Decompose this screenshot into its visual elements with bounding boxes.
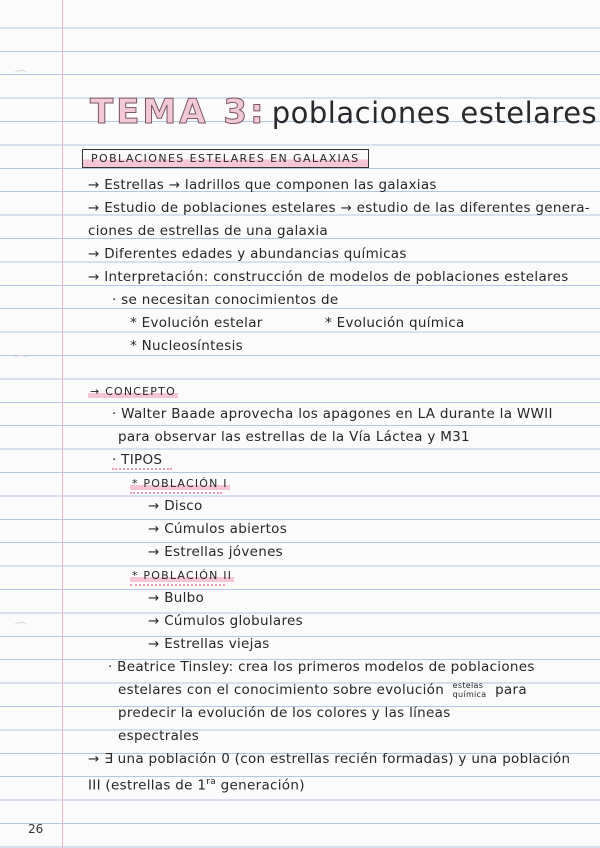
note-line: → Estudio de poblaciones estelares → estudio de las diferentes genera-: [88, 200, 590, 216]
stack-top: estelas: [452, 681, 484, 690]
note-line: espectrales: [118, 728, 200, 744]
stack-bottom: química: [452, 690, 487, 699]
note-line: → Interpretación: construcción de modelos de poblaciones estelares: [88, 269, 569, 285]
note-line: * Evolución química: [325, 315, 465, 331]
note-line: III (estrellas de $1^{ra}$ generación): [88, 777, 305, 794]
page-title: [90, 84, 597, 146]
title-tema: TEMA 3:: [90, 92, 267, 132]
population-two-heading: * POBLACIÓN II: [132, 569, 233, 582]
note-line: → Bulbo: [148, 590, 205, 606]
note-line: * Evolución estelar: [130, 315, 263, 331]
note-line: → ∃ una población 0 (con estrellas recién formadas) y una población: [88, 751, 571, 767]
note-line: estelares con el conocimiento sobre evolución estelas química para: [118, 681, 527, 699]
note-line: → Diferentes edades y abundancias químicas: [88, 246, 407, 262]
margin-line: [62, 0, 63, 848]
binder-hole-mark: [14, 355, 28, 362]
title-rest: poblaciones estelares: [271, 96, 598, 130]
note-line: → Estrellas → ladrillos que componen las galaxias: [88, 177, 437, 193]
note-line: predecir la evolución de los colores y las líneas: [118, 705, 451, 721]
note-line: → Estrellas viejas: [148, 636, 270, 652]
dotted-underline: [130, 492, 222, 494]
binder-hole-mark: [14, 622, 28, 629]
superscript: ra: [206, 777, 217, 787]
note-line: para observar las estrellas de la Vía Láctea y M31: [118, 429, 470, 445]
population-one-heading: * POBLACIÓN I: [132, 477, 228, 490]
note-line: → Estrellas jóvenes: [148, 544, 284, 560]
note-line: · Walter Baade aprovecha los apagones en LA durante la WWII: [112, 406, 553, 422]
types-heading: · TIPOS: [112, 452, 163, 468]
dotted-underline: [112, 468, 172, 470]
section-heading: POBLACIONES ESTELARES EN GALAXIAS: [82, 149, 369, 168]
concept-heading: → CONCEPTO: [90, 385, 176, 398]
note-line: → Disco: [148, 498, 203, 514]
dotted-underline: [130, 584, 225, 586]
page-number: 26: [28, 822, 44, 836]
note-line: ciones de estrellas de una galaxia: [88, 223, 328, 239]
note-line: → Cúmulos abiertos: [148, 521, 288, 537]
note-line: · Beatrice Tinsley: crea los primeros modelos de poblaciones: [108, 659, 535, 675]
note-line: · se necesitan conocimientos de: [112, 292, 339, 308]
note-line: → Cúmulos globulares: [148, 613, 303, 629]
binder-hole-mark: [14, 70, 28, 77]
note-line: * Nucleosíntesis: [130, 338, 243, 354]
